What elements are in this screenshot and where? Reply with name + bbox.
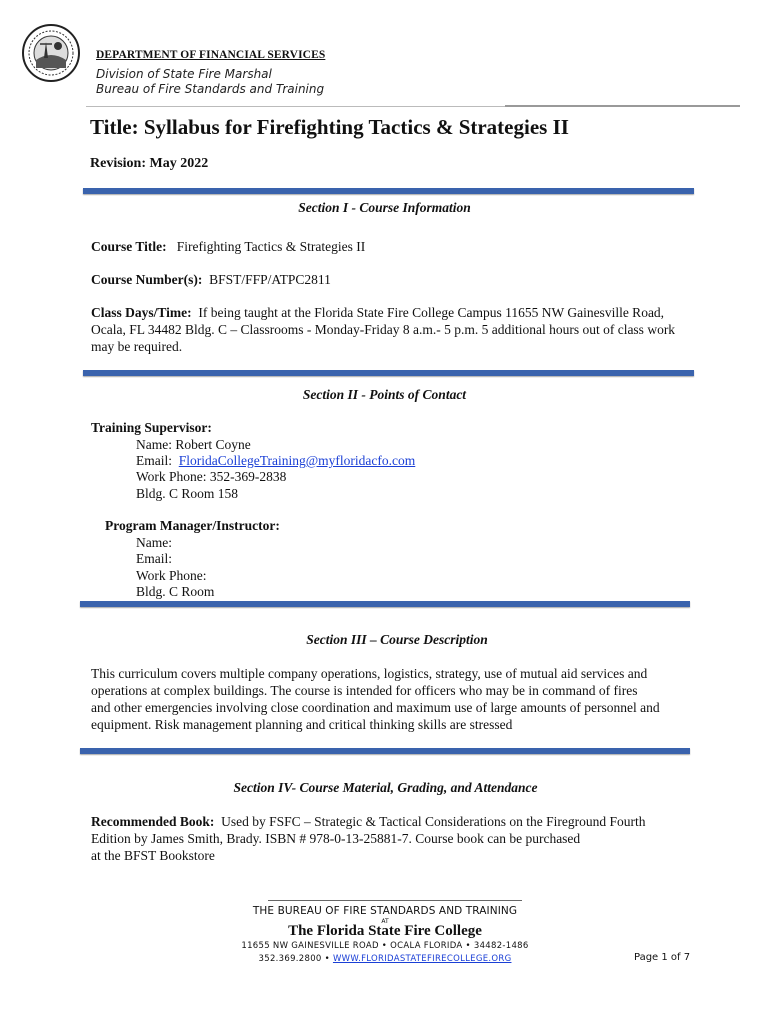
page-title: Title: Syllabus for Firefighting Tactics & Strategies II	[90, 115, 569, 139]
training-supervisor-label: Training Supervisor:	[91, 420, 212, 435]
footer-website-link[interactable]: WWW.FLORIDASTATEFIRECOLLEGE.ORG	[332, 954, 512, 964]
footer-address: 11655 NW GAINESVILLE ROAD • OCALA FLORIDA • 34482-1486	[241, 941, 529, 951]
course-title-label: Course Title:	[91, 239, 167, 254]
supervisor-email-link[interactable]: FloridaCollegeTraining@myfloridacfo.com	[178, 453, 416, 468]
recommended-book-row	[91, 813, 646, 830]
footer-at: AT	[381, 918, 389, 925]
page-number: Page 1 of 7	[634, 952, 691, 963]
bureau-name: Bureau of Fire Standards and Training	[96, 82, 325, 96]
section-divider-bar	[80, 601, 690, 607]
course-number-label: Course Number(s):	[91, 272, 203, 287]
recommended-book-line: Used by FSFC – Strategic & Tactical Considerations on the Fireground Fourth	[221, 814, 646, 829]
supervisor-room: Bldg. C Room 158	[136, 486, 239, 501]
recommended-book-line: at the BFST Bookstore	[91, 848, 215, 863]
footer-bureau: THE BUREAU OF FIRE STANDARDS AND TRAINING	[252, 905, 518, 917]
description-line: operations at complex buildings. The course is intended for officers who may be in command of fires	[91, 683, 638, 698]
program-manager-label: Program Manager/Instructor:	[105, 518, 280, 533]
course-number-value: BFST/FFP/ATPC2811	[209, 272, 331, 287]
section-divider-bar	[83, 370, 694, 376]
revision-date: Revision: May 2022	[90, 156, 209, 171]
section-heading: Section III – Course Description	[306, 632, 488, 647]
department-name: DEPARTMENT OF FINANCIAL SERVICES	[96, 49, 326, 61]
class-days-line: may be required.	[91, 339, 183, 354]
course-title-row	[91, 238, 365, 255]
class-days-label: Class Days/Time:	[91, 305, 192, 320]
description-line: equipment. Risk management planning and critical thinking skills are stressed	[91, 717, 513, 732]
supervisor-email-label: Email:	[136, 453, 172, 468]
footer-college-name: The Florida State Fire College	[288, 923, 482, 939]
description-line: and other emergencies involving close coordination and maximum use of large amounts of personnel and	[91, 700, 660, 715]
section-heading: Section I - Course Information	[298, 200, 471, 215]
supervisor-name: Name: Robert Coyne	[136, 437, 251, 452]
course-title-value: Firefighting Tactics & Strategies II	[176, 239, 366, 254]
state-seal-logo	[22, 24, 80, 82]
section-divider-bar	[83, 188, 694, 194]
class-days-row	[91, 304, 664, 321]
manager-room: Bldg. C Room	[136, 584, 215, 599]
section-heading: Section II - Points of Contact	[302, 387, 467, 402]
manager-phone: Work Phone:	[136, 568, 207, 583]
footer-divider	[268, 900, 522, 901]
manager-email: Email:	[136, 551, 172, 566]
division-name: Division of State Fire Marshal	[96, 67, 272, 81]
recommended-book-line: Edition by James Smith, Brady. ISBN # 978-0-13-25881-7. Course book can be purchased	[91, 831, 581, 846]
manager-name: Name:	[136, 535, 172, 550]
header-divider-accent	[505, 105, 740, 107]
footer-phone: 352.369.2800 •	[258, 954, 330, 964]
course-number-row	[91, 271, 331, 288]
class-days-line: If being taught at the Florida State Fire College Campus 11655 NW Gainesville Road,	[198, 305, 665, 320]
section-divider-bar	[80, 748, 690, 754]
class-days-line: Ocala, FL 34482 Bldg. C – Classrooms - Monday-Friday 8 a.m.- 5 p.m. 5 additional hours out of class work	[91, 322, 676, 337]
section-heading: Section IV- Course Material, Grading, and Attendance	[233, 780, 538, 795]
footer-contact	[235, 954, 535, 964]
supervisor-email-row	[136, 452, 415, 469]
recommended-book-label: Recommended Book:	[91, 814, 215, 829]
supervisor-phone: Work Phone: 352-369-2838	[136, 469, 287, 484]
description-line: This curriculum covers multiple company operations, logistics, strategy, use of mutual aid services and	[91, 666, 648, 681]
